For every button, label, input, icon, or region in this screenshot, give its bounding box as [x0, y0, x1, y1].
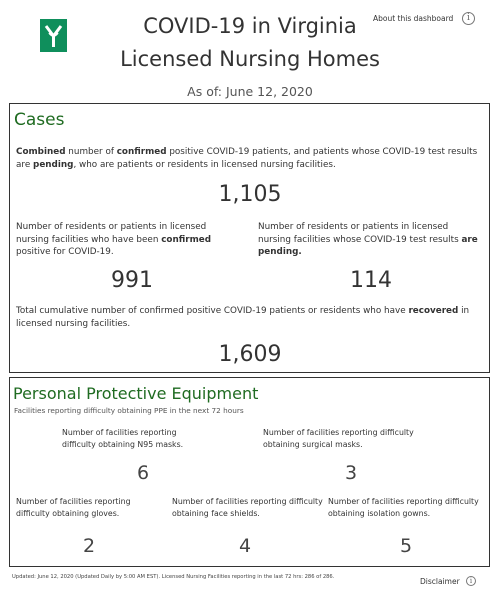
recovered-description: Total cumulative number of confirmed positive COVID-19 patients or residents who have recovered in licensed nursing facilities.: [16, 306, 470, 329]
ppe-face-shields-count: 4: [238, 535, 252, 557]
ppe-gloves-label: Number of facilities reporting difficulty obtaining gloves.: [16, 497, 131, 518]
pending-count: 114: [350, 268, 392, 293]
combined-description: Combined number of confirmed positive COVID-19 patients, and patients whose COVID-19 test results are pending, who are patients or residents in licensed nursing facilities.: [16, 147, 478, 170]
confirmed-count: 991: [111, 268, 153, 293]
cases-title: Cases: [14, 110, 65, 130]
ppe-gloves-count: 2: [82, 535, 96, 557]
vdh-logo-icon: [40, 19, 67, 52]
ppe-face-shields-label: Number of facilities reporting difficulty obtaining face shields.: [172, 497, 323, 518]
ppe-surgical-label: Number of facilities reporting difficulty obtaining surgical masks.: [263, 428, 414, 449]
disclaimer-link[interactable]: Disclaimer: [420, 577, 460, 586]
ppe-n95-count: 6: [136, 462, 150, 484]
info-icon[interactable]: i: [466, 576, 476, 586]
page-title: COVID-19 in Virginia: [143, 14, 357, 38]
update-note: Updated: June 12, 2020 (Updated Daily by 5:00 AM EST). Licensed Nursing Facilities reporting in the last 72 hrs: 286 of 286.: [12, 574, 335, 580]
ppe-panel: [9, 377, 490, 567]
as-of-date: As of: June 12, 2020: [187, 84, 313, 99]
about-dashboard-link[interactable]: About this dashboard: [373, 14, 454, 23]
page-subtitle: Licensed Nursing Homes: [120, 47, 380, 71]
combined-count: 1,105: [218, 182, 282, 207]
ppe-gowns-label: Number of facilities reporting difficulty obtaining isolation gowns.: [328, 497, 479, 518]
ppe-title: Personal Protective Equipment: [13, 384, 259, 403]
ppe-gowns-count: 5: [399, 535, 413, 557]
pending-description: Number of residents or patients in licensed nursing facilities whose COVID-19 test results are pending.: [258, 222, 478, 257]
confirmed-description: Number of residents or patients in licensed nursing facilities who have been confirmed positive for COVID-19.: [16, 222, 212, 257]
cases-panel: [9, 103, 490, 373]
ppe-n95-label: Number of facilities reporting difficulty obtaining N95 masks.: [62, 428, 184, 449]
recovered-count: 1,609: [218, 342, 282, 367]
info-icon[interactable]: i: [462, 12, 475, 25]
ppe-surgical-count: 3: [344, 462, 358, 484]
ppe-subtitle: Facilities reporting difficulty obtaining PPE in the next 72 hours: [14, 406, 244, 415]
